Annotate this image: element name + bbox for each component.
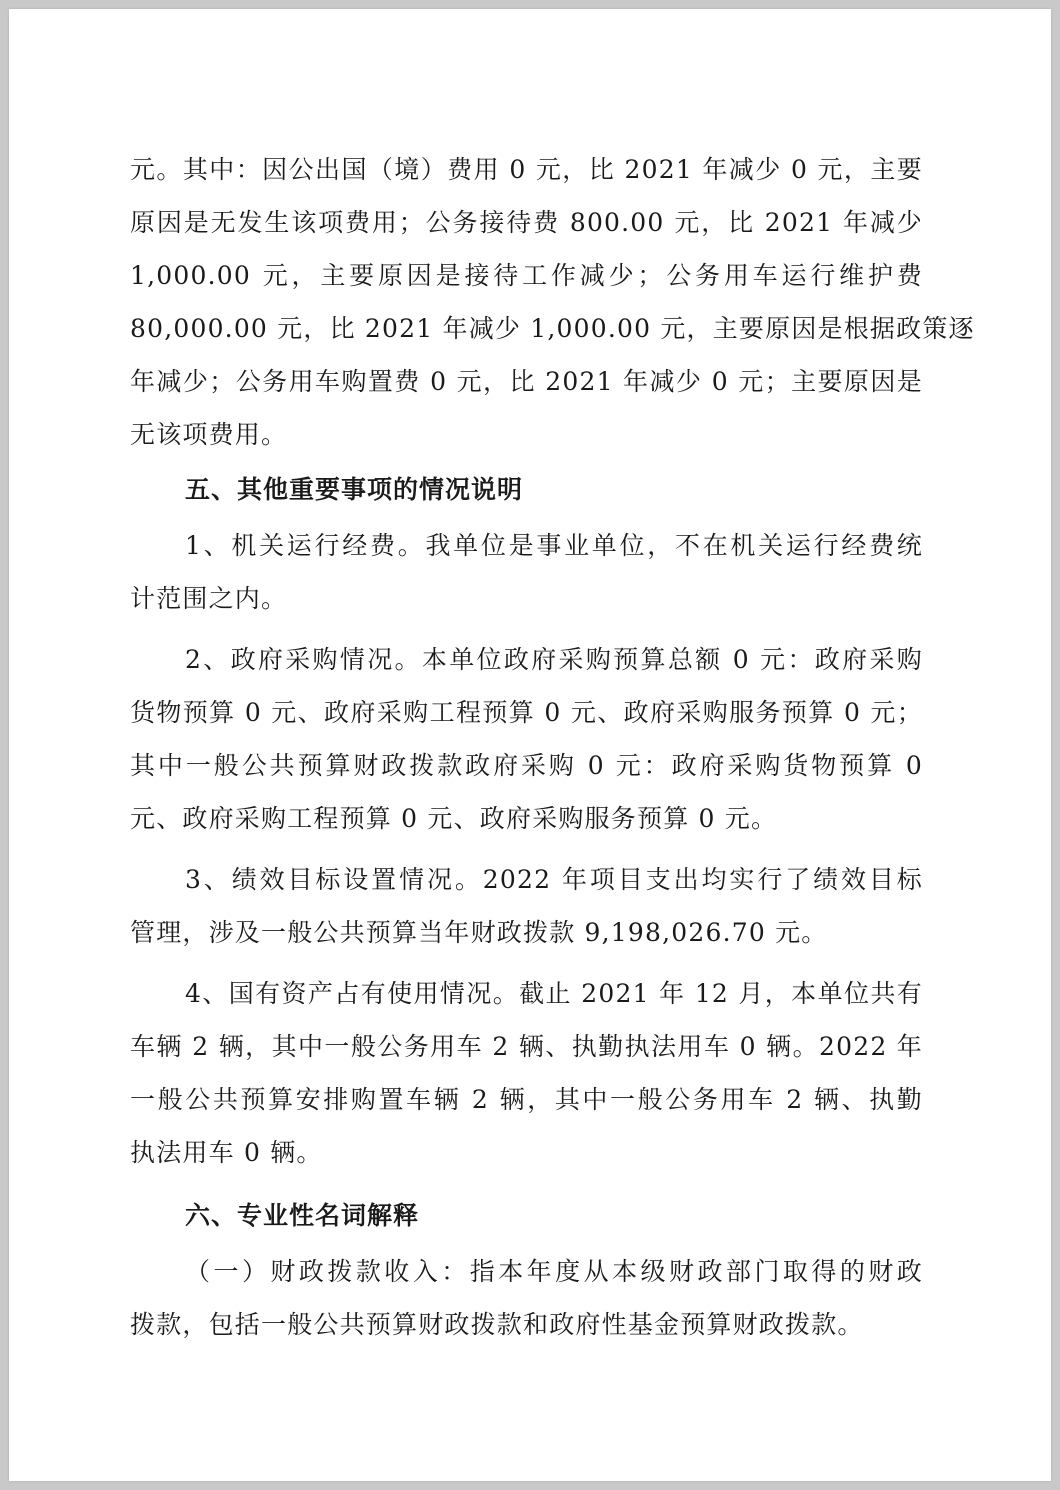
text-line: 2、政府采购情况。本单位政府采购预算总额 0 元：政府采购 — [185, 645, 923, 674]
text-line: 元。其中：因公出国（境）费用 0 元，比 2021 年减少 0 元，主要 — [130, 155, 923, 184]
text-line: （一）财政拨款收入：指本年度从本级财政部门取得的财政 — [185, 1257, 923, 1286]
text-line: 拨款，包括一般公共预算财政拨款和政府性基金预算财政拨款。 — [130, 1310, 864, 1339]
text-line: 1,000.00 元，主要原因是接待工作减少；公务用车运行维护费 — [130, 261, 923, 290]
text-line: 原因是无发生该项费用；公务接待费 800.00 元，比 2021 年减少 — [130, 208, 923, 237]
text-line: 元、政府采购工程预算 0 元、政府采购服务预算 0 元。 — [130, 804, 778, 833]
section-heading-5: 五、其他重要事项的情况说明 — [185, 475, 524, 504]
text-line: 3、绩效目标设置情况。2022 年项目支出均实行了绩效目标 — [185, 865, 923, 894]
section-heading-6: 六、专业性名词解释 — [185, 1201, 420, 1230]
paragraph-item-1 — [130, 519, 923, 625]
text-line: 1、机关运行经费。我单位是事业单位，不在机关运行经费统 — [185, 531, 923, 560]
text-line: 一般公共预算安排购置车辆 2 辆，其中一般公务用车 2 辆、执勤 — [130, 1085, 923, 1114]
paragraph-item-3 — [130, 853, 923, 959]
text-line: 执法用车 0 辆。 — [130, 1138, 323, 1167]
paragraph-overseas-reception-vehicle-costs — [130, 143, 975, 461]
text-line: 货物预算 0 元、政府采购工程预算 0 元、政府采购服务预算 0 元； — [130, 698, 923, 727]
paragraph-item-4 — [130, 967, 923, 1179]
text-line: 其中一般公共预算财政拨款政府采购 0 元：政府采购货物预算 0 — [130, 751, 923, 780]
text-line: 80,000.00 元，比 2021 年减少 1,000.00 元，主要原因是根据政策逐 — [130, 314, 975, 343]
paragraph-item-2 — [130, 633, 923, 845]
text-line: 车辆 2 辆，其中一般公务用车 2 辆、执勤执法用车 0 辆。2022 年 — [130, 1032, 923, 1061]
document-body — [130, 143, 975, 1351]
text-line: 年减少；公务用车购置费 0 元，比 2021 年减少 0 元；主要原因是 — [130, 367, 923, 396]
text-line: 无该项费用。 — [130, 420, 288, 449]
text-line: 4、国有资产占有使用情况。截止 2021 年 12 月，本单位共有 — [185, 979, 923, 1008]
text-line: 计范围之内。 — [130, 584, 288, 613]
paragraph-definition-1 — [130, 1245, 923, 1351]
text-line: 管理，涉及一般公共预算当年财政拨款 9,198,026.70 元。 — [130, 918, 828, 947]
